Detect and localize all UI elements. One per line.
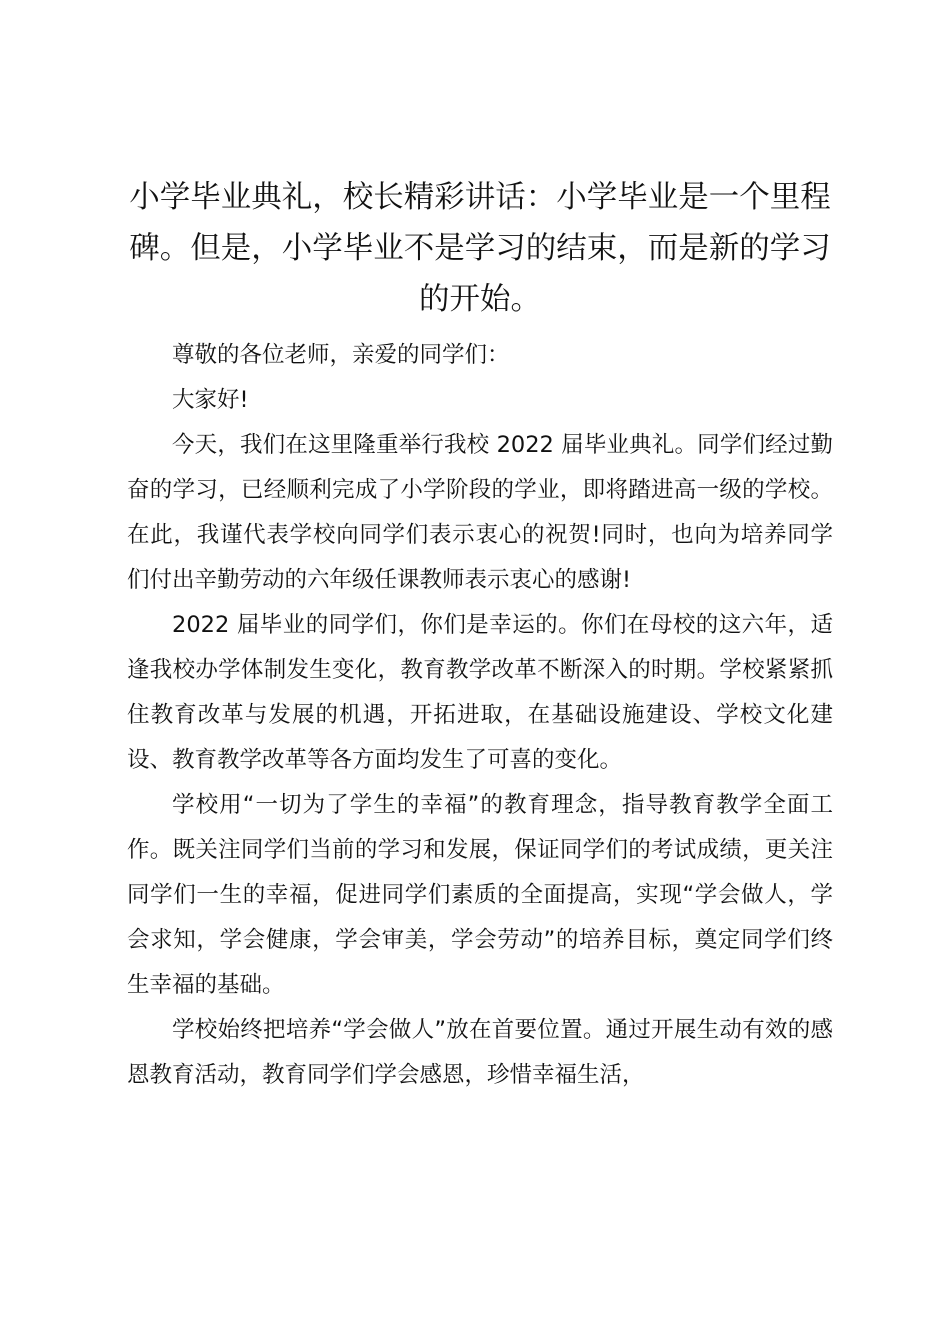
- body-paragraph-philosophy: 学校用“一切为了学生的幸福”的教育理念，指导教育教学全面工作。既关注同学们当前的学习和发展，保证同学们的考试成绩，更关注同学们一生的幸福，促进同学们素质的全面提高，实现“学会做人，学会求知，学会健康，学会审美，学会劳动”的培养目标，奠定同学们终生幸福的基础。: [127, 792, 833, 998]
- document-title: 小学毕业典礼，校长精彩讲话：小学毕业是一个里程碑。但是，小学毕业不是学习的结束，而是新的学习的开始。: [129, 180, 831, 317]
- salutation-paragraph: 尊敬的各位老师，亲爱的同学们：: [172, 342, 510, 368]
- document-body: [127, 172, 833, 1098]
- greeting-paragraph: 大家好!: [172, 387, 249, 413]
- body-paragraph-character: 学校始终把培养“学会做人”放在首要位置。通过开展生动有效的感恩教育活动，教育同学们学会感恩，珍惜幸福生活，: [127, 1017, 833, 1088]
- body-paragraph-lucky-class: 2022 届毕业的同学们，你们是幸运的。你们在母校的这六年，适逢我校办学体制发生变化，教育教学改革不断深入的时期。学校紧紧抓住教育改革与发展的机遇，开拓进取，在基础设施建设、学校文化建设、教育教学改革等各方面均发生了可喜的变化。: [127, 612, 833, 773]
- body-paragraph-ceremony: 今天，我们在这里隆重举行我校 2022 届毕业典礼。同学们经过勤奋的学习，已经顺利完成了小学阶段的学业，即将踏进高一级的学校。在此，我谨代表学校向同学们表示衷心的祝贺!同时，也向为培养同学们付出辛勤劳动的六年级任课教师表示衷心的感谢!: [127, 432, 833, 593]
